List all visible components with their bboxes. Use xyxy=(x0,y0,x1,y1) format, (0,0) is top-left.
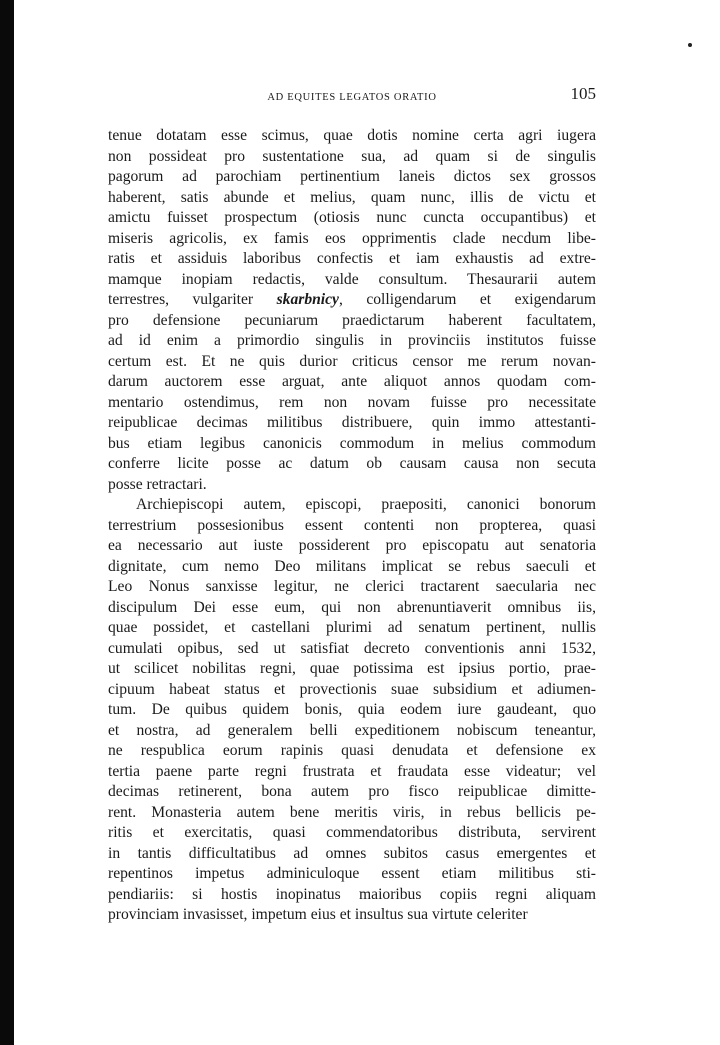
page-left-edge-shadow xyxy=(0,0,14,1045)
text-line: ad id enim a primordio singulis in provinciis institutos fuisse xyxy=(108,332,596,349)
text-line: ea necessario aut iuste possiderent pro episcopatu aut senatoria xyxy=(108,537,596,554)
paragraph xyxy=(108,126,596,495)
text-line: Archiepiscopi autem, episcopi, praepositi, canonici bonorum xyxy=(136,496,596,513)
text-line: ritis et exercitatis, quasi commendatoribus distributa, servirent xyxy=(108,824,596,841)
text-line: darum auctorem esse arguat, ante aliquot annos quodam com- xyxy=(108,373,596,390)
text-line: discipulum Dei esse eum, qui non abrenuntiaverit omnibus iis, xyxy=(108,598,596,616)
running-title: AD EQUITES LEGATOS ORATIO xyxy=(267,92,437,103)
page-header xyxy=(0,84,720,108)
scan-speck xyxy=(688,43,692,47)
text-line: cipuum habeat status et provectionis suae subsidium et adiumen- xyxy=(108,680,596,698)
text-line: bus etiam legibus canonicis commodum in melius commodum xyxy=(108,434,596,452)
emphasized-term: skarbnicy xyxy=(276,291,339,308)
text-line: tum. De quibus quidem bonis, quia eodem iure gaudeant, quo xyxy=(108,701,596,718)
text-line: rent. Monasteria autem bene meritis viris, in rebus bellicis pe- xyxy=(108,803,596,821)
text-line: reipublicae decimas militibus distribuere, quin immo attestanti- xyxy=(108,414,596,431)
text-line: ratis et assiduis laboribus confectis et iam exhaustis ad extre- xyxy=(108,250,596,267)
text-run: terrestres, vulgariter xyxy=(108,291,277,308)
text-line: decimas retinerent, bona autem pro fisco reipublicae dimitte- xyxy=(108,783,596,800)
text-line: cumulati opibus, sed ut satisfiat decreto conventionis anni 1532, xyxy=(108,639,596,657)
text-line: mentario ostendimus, rem non novam fuisse pro necessitate xyxy=(108,393,596,411)
text-line: posse retractari. xyxy=(108,475,207,493)
text-line: dignitate, cum nemo Deo militans implicat se rebus saeculi et xyxy=(108,557,596,575)
text-line: tertia paene parte regni frustrata et fraudata esse videatur; vel xyxy=(108,762,596,780)
text-line: pendiariis: si hostis inopinatus maioribus copiis regni aliquam xyxy=(108,885,596,903)
text-line: ne respublica eorum rapinis quasi denudata et defensione ex xyxy=(108,742,596,759)
paragraph xyxy=(108,495,596,926)
text-line: terrestrium possesionibus essent contenti non propterea, quasi xyxy=(108,516,596,534)
text-line: mamque inopiam redactis, valde consultum. Thesaurarii autem xyxy=(108,270,596,288)
text-line: non possideat pro sustentatione sua, ad quam si de singulis xyxy=(108,147,596,165)
text-line: certum est. Et ne quis durior criticus censor me rerum novan- xyxy=(108,352,596,370)
text-line: haberent, satis abunde et melius, quam nunc, illis de victu et xyxy=(108,188,596,206)
text-line: amictu fuisset prospectum (otiosis nunc cuncta occupantibus) et xyxy=(108,209,596,226)
text-line: et nostra, ad generalem belli expeditionem nobiscum teneantur, xyxy=(108,721,596,739)
text-line: pagorum ad parochiam pertinentium laneis dictos sex grossos xyxy=(108,168,596,185)
text-line: ut scilicet nobilitas regni, quae potissima est ipsius portio, prae- xyxy=(108,660,596,677)
text-run: , colligendarum et exigendarum xyxy=(338,291,596,308)
text-line: pro defensione pecuniarum praedictarum haberent facultatem, xyxy=(108,311,596,329)
text-line: miseris agricolis, ex famis eos opprimentis clade necdum libe- xyxy=(108,229,596,247)
text-line xyxy=(108,290,596,311)
page-number: 105 xyxy=(570,84,596,103)
text-line: Leo Nonus sanxisse legitur, ne clerici tractarent saecularia nec xyxy=(108,578,596,595)
text-line: quae possidet, et castellani plurimi ad senatum pertinent, nullis xyxy=(108,619,596,636)
text-line: provinciam invasisset, impetum eius et insultus sua virtute celeriter xyxy=(108,906,528,923)
text-line: tenue dotatam esse scimus, quae dotis nomine certa agri iugera xyxy=(108,127,596,144)
text-line: conferre licite posse ac datum ob causam causa non secuta xyxy=(108,455,596,472)
text-line: in tantis difficultatibus ad omnes subitos casus emergentes et xyxy=(108,844,596,862)
body-text xyxy=(108,126,596,926)
text-line: repentinos impetus adminiculoque essent etiam militibus sti- xyxy=(108,865,596,882)
